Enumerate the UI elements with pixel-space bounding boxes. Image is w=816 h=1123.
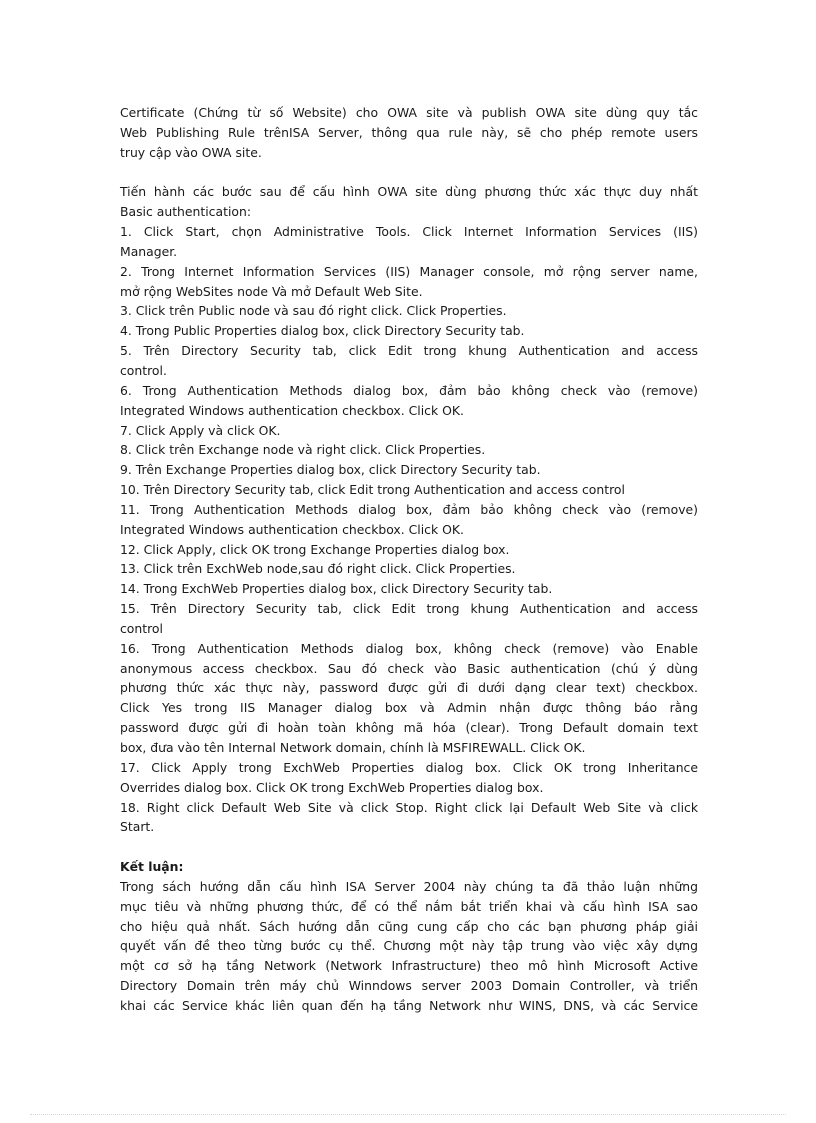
- text-line: Trong sách hướng dẫn cấu hình ISA Server 2004 này chúng ta đã thảo luận những: [120, 878, 698, 894]
- paragraph-gap: [120, 163, 698, 183]
- text-line: 7. Click Apply và click OK.: [120, 422, 281, 438]
- text-line: 2. Trong Internet Information Services (IIS) Manager console, mở rộng server name,: [120, 263, 698, 279]
- document-body: [120, 103, 698, 1016]
- text-line: 15. Trên Directory Security tab, click Edit trong khung Authentication and access: [120, 601, 698, 617]
- text-line: 5. Trên Directory Security tab, click Edit trong khung Authentication and access: [120, 343, 698, 359]
- step-item: [120, 222, 698, 262]
- text-line: 8. Click trên Exchange node và right click. Click Properties.: [120, 442, 486, 458]
- text-line: 13. Click trên ExchWeb node,sau đó right click. Click Properties.: [120, 561, 516, 577]
- text-line: 9. Trên Exchange Properties dialog box, click Directory Security tab.: [120, 462, 541, 478]
- step-item: [120, 579, 698, 599]
- text-line: quyết vấn đề theo từng bước cụ thể. Chương một này tập trung vào việc xây dựng: [120, 938, 698, 954]
- lead-paragraph: [120, 182, 698, 222]
- text-line: 14. Trong ExchWeb Properties dialog box, click Directory Security tab.: [120, 581, 553, 597]
- conclusion-heading: Kết luận:: [120, 859, 184, 875]
- text-line: truy cập vào OWA site.: [120, 144, 262, 160]
- text-line: 16. Trong Authentication Methods dialog box, không check (remove) vào Enable: [120, 640, 698, 656]
- text-line: mở rộng WebSites node Và mở Default Web Site.: [120, 283, 423, 299]
- step-item: [120, 639, 698, 758]
- text-line: Tiến hành các bước sau để cấu hình OWA site dùng phương thức xác thực duy nhất: [120, 184, 698, 200]
- text-line: Web Publishing Rule trênISA Server, thông qua rule này, sẽ cho phép remote users: [120, 124, 698, 140]
- step-item: [120, 341, 698, 381]
- text-line: mục tiêu và những phương thức, để có thể nắm bắt triển khai và cấu hình ISA sao: [120, 898, 698, 914]
- steps-list: [120, 222, 698, 837]
- step-item: [120, 421, 698, 441]
- text-line: 3. Click trên Public node và sau đó right click. Click Properties.: [120, 303, 507, 319]
- intro-paragraph: [120, 103, 698, 163]
- text-line: box, đưa vào tên Internal Network domain, chính là MSFIREWALL. Click OK.: [120, 740, 586, 755]
- text-line: Overrides dialog box. Click OK trong ExchWeb Properties dialog box.: [120, 779, 544, 795]
- step-item: [120, 540, 698, 560]
- step-item: [120, 798, 698, 838]
- text-line: 12. Click Apply, click OK trong Exchange Properties dialog box.: [120, 541, 510, 557]
- text-line: 6. Trong Authentication Methods dialog box, đảm bảo không check vào (remove): [120, 382, 698, 398]
- conclusion-paragraph: [120, 877, 698, 1016]
- paragraph-gap: [120, 837, 698, 857]
- step-item: [120, 460, 698, 480]
- text-line: 11. Trong Authentication Methods dialog box, đảm bảo không check vào (remove): [120, 501, 698, 517]
- text-line: password được gửi đi hoàn toàn không mã hóa (clear). Trong Default domain text: [120, 720, 698, 736]
- text-line: một cơ sở hạ tầng Network (Network Infrastructure) theo mô hình Microsoft Active: [120, 958, 698, 974]
- step-item: [120, 440, 698, 460]
- text-line: 17. Click Apply trong ExchWeb Properties dialog box. Click OK trong Inheritance: [120, 759, 698, 775]
- step-item: [120, 321, 698, 341]
- text-line: khai các Service khác liên quan đến hạ tầng Network như WINS, DNS, và các Service: [120, 997, 698, 1013]
- text-line: 18. Right click Default Web Site và click Stop. Right click lại Default Web Site và click: [120, 799, 698, 815]
- text-line: Integrated Windows authentication checkbox. Click OK.: [120, 402, 464, 418]
- text-line: Start.: [120, 819, 155, 835]
- step-item: [120, 381, 698, 421]
- step-item: [120, 559, 698, 579]
- text-line: anonymous access checkbox. Sau đó check vào Basic authentication (chú ý dùng: [120, 660, 698, 676]
- step-item: [120, 500, 698, 540]
- text-line: 10. Trên Directory Security tab, click Edit trong Authentication and access control: [120, 482, 625, 498]
- text-line: Directory Domain trên máy chủ Winndows server 2003 Domain Controller, và triển: [120, 978, 698, 994]
- text-line: control: [120, 620, 163, 636]
- text-line: 1. Click Start, chọn Administrative Tools. Click Internet Information Services (IIS): [120, 224, 698, 240]
- text-line: control.: [120, 362, 167, 378]
- step-item: [120, 480, 698, 500]
- text-line: 4. Trong Public Properties dialog box, click Directory Security tab.: [120, 323, 525, 339]
- step-item: [120, 599, 698, 639]
- text-line: Manager.: [120, 243, 178, 259]
- text-line: Integrated Windows authentication checkbox. Click OK.: [120, 521, 464, 537]
- text-line: Click Yes trong IIS Manager dialog box và Admin nhận được thông báo rằng: [120, 700, 698, 716]
- step-item: [120, 301, 698, 321]
- step-item: [120, 262, 698, 302]
- text-line: phương thức xác thực này, password được gửi đi dưới dạng clear text) checkbox.: [120, 680, 698, 696]
- text-line: Basic authentication:: [120, 204, 251, 220]
- text-line: Certificate (Chứng từ số Website) cho OWA site và publish OWA site dùng quy tắc: [120, 105, 698, 120]
- page-bottom-border: [30, 1114, 786, 1115]
- step-item: [120, 758, 698, 798]
- text-line: cho hiệu quả nhất. Sách hướng dẫn cũng cung cấp cho các bạn phương pháp giải: [120, 918, 698, 934]
